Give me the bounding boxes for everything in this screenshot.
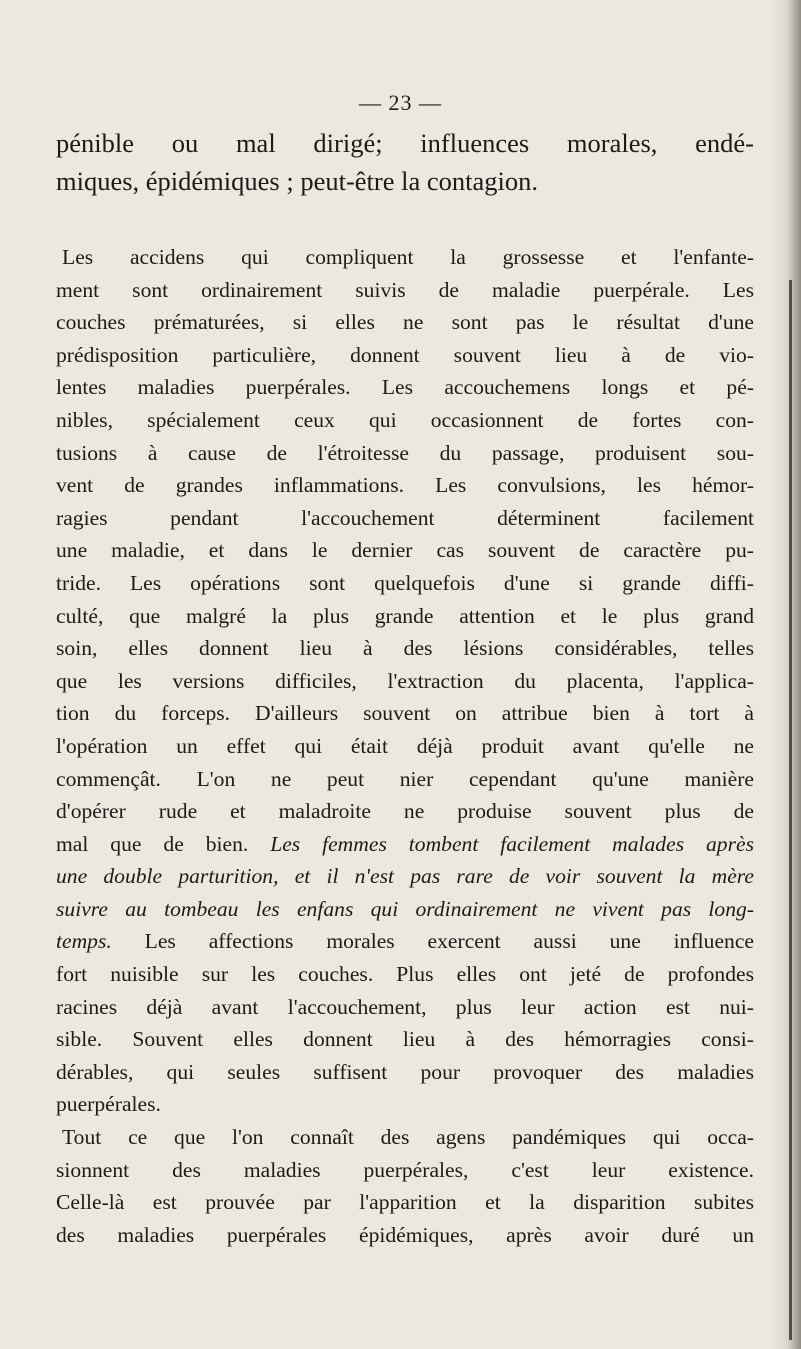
text-run: Les affections morales exercent aussi une influence	[111, 929, 754, 954]
heading-continuation	[56, 124, 754, 200]
italic-text-run: suivre au tombeau les enfans qui ordinairement ne vivent pas long-	[56, 896, 754, 921]
text-line: pénible ou mal dirigé; influences morales, endé-	[56, 128, 754, 158]
text-line: nibles, spécialement ceux qui occasionnent de fortes con-	[56, 407, 754, 432]
text-line: puerpérales.	[56, 1092, 161, 1117]
text-line: que les versions difficiles, l'extraction du placenta, l'applica-	[56, 668, 754, 693]
text-line: sible. Souvent elles donnent lieu à des hémorragies consi-	[56, 1027, 754, 1052]
text-line: l'opération un effet qui était déjà produit avant qu'elle ne	[56, 733, 754, 758]
text-line: culté, que malgré la plus grande attention et le plus grand	[56, 603, 754, 628]
text-line: sionnent des maladies puerpérales, c'est leur existence.	[56, 1157, 754, 1182]
text-line: racines déjà avant l'accouchement, plus leur action est nui-	[56, 994, 754, 1019]
text-line	[56, 860, 754, 893]
italic-text-run: temps.	[56, 929, 112, 954]
text-line: Les accidens qui compliquent la grossesse et l'enfante-	[62, 245, 754, 269]
body-text	[56, 241, 754, 1251]
text-line: commençât. L'on ne peut nier cependant qu'une manière	[56, 766, 754, 791]
text-line: une maladie, et dans le dernier cas souvent de caractère pu-	[56, 538, 754, 563]
italic-text-run: une double parturition, et il n'est pas rare de voir souvent la mère	[56, 864, 754, 889]
text-line: ragies pendant l'accouchement déterminent facilement	[56, 505, 754, 530]
italic-text-run: Les femmes tombent facilement malades après	[270, 831, 754, 856]
text-line: Tout ce que l'on connaît des agens pandémiques qui occa-	[62, 1125, 754, 1150]
text-line: tusions à cause de l'étroitesse du passage, produisent sou-	[56, 440, 754, 465]
text-line: d'opérer rude et maladroite ne produise souvent plus de	[56, 799, 754, 824]
page-number: — 23 —	[359, 90, 442, 115]
text-line: tride. Les opérations sont quelquefois d'une si grande diffi-	[56, 570, 754, 595]
text-line	[56, 828, 754, 861]
text-line: couches prématurées, si elles ne sont pas le résultat d'une	[56, 310, 754, 335]
text-line	[56, 893, 754, 926]
text-line: Celle-là est prouvée par l'apparition et la disparition subites	[56, 1190, 754, 1215]
text-line	[56, 925, 754, 958]
text-line: miques, épidémiques ; peut-être la contagion.	[56, 166, 539, 196]
text-line: dérables, qui seules suffisent pour provoquer des maladies	[56, 1059, 754, 1084]
text-line: prédisposition particulière, donnent souvent lieu à de vio-	[56, 342, 754, 367]
text-line: soin, elles donnent lieu à des lésions considérables, telles	[56, 636, 754, 661]
gutter-edge	[789, 280, 792, 1340]
text-line: fort nuisible sur les couches. Plus elles ont jeté de profondes	[56, 962, 754, 987]
text-line: tion du forceps. D'ailleurs souvent on attribue bien à tort à	[56, 701, 754, 726]
text-run: mal que de bien.	[56, 831, 271, 856]
text-line: lentes maladies puerpérales. Les accouchemens longs et pé-	[56, 375, 754, 400]
text-line: des maladies puerpérales épidémiques, après avoir duré un	[56, 1222, 754, 1247]
text-line: vent de grandes inflammations. Les convulsions, les hémor-	[56, 473, 754, 498]
gutter-shadow	[771, 0, 801, 1349]
text-line: ment sont ordinairement suivis de maladie puerpérale. Les	[56, 277, 754, 302]
